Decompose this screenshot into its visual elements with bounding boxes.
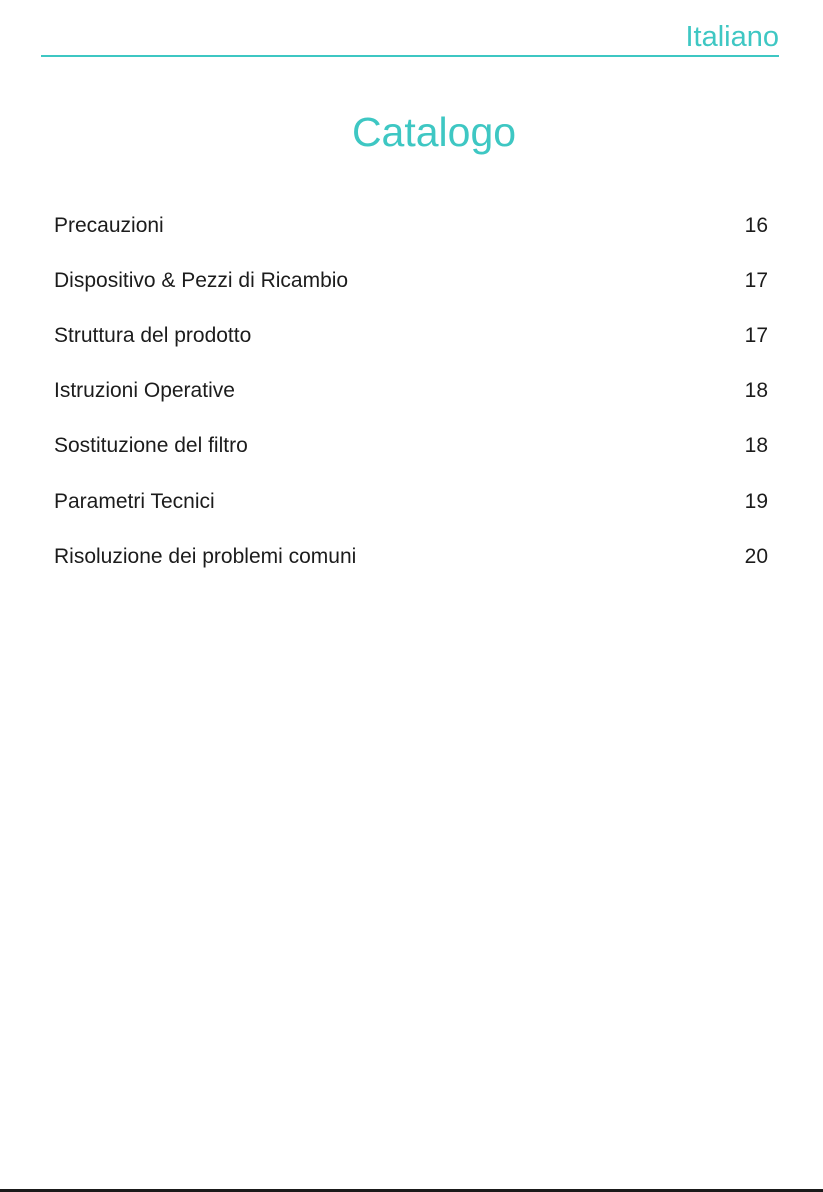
toc-row-sostituzione[interactable] — [54, 419, 768, 474]
toc-page-number: 19 — [744, 489, 768, 513]
page-title: Catalogo — [351, 109, 517, 155]
header-divider — [41, 55, 779, 57]
toc-page-number: 17 — [744, 323, 768, 347]
toc-label: Sostituzione del filtro — [54, 434, 248, 458]
toc-label: Parametri Tecnici — [54, 489, 215, 513]
toc-page-number: 17 — [744, 268, 768, 292]
table-of-contents — [54, 198, 768, 584]
toc-row-risoluzione[interactable] — [54, 529, 768, 584]
toc-row-parametri[interactable] — [54, 474, 768, 529]
toc-page-number: 18 — [744, 379, 768, 403]
toc-label: Risoluzione dei problemi comuni — [54, 544, 357, 568]
toc-row-precauzioni[interactable] — [54, 198, 768, 253]
toc-row-dispositivo[interactable] — [54, 253, 768, 308]
toc-label: Dispositivo & Pezzi di Ricambio — [54, 268, 349, 292]
toc-label: Precauzioni — [54, 213, 164, 237]
language-label: Italiano — [685, 21, 779, 53]
toc-row-struttura[interactable] — [54, 308, 768, 363]
toc-page-number: 16 — [744, 213, 768, 237]
toc-page-number: 18 — [744, 434, 768, 458]
toc-label: Struttura del prodotto — [54, 323, 252, 347]
toc-page-number: 20 — [744, 544, 768, 568]
toc-label: Istruzioni Operative — [54, 379, 235, 403]
toc-row-istruzioni[interactable] — [54, 364, 768, 419]
